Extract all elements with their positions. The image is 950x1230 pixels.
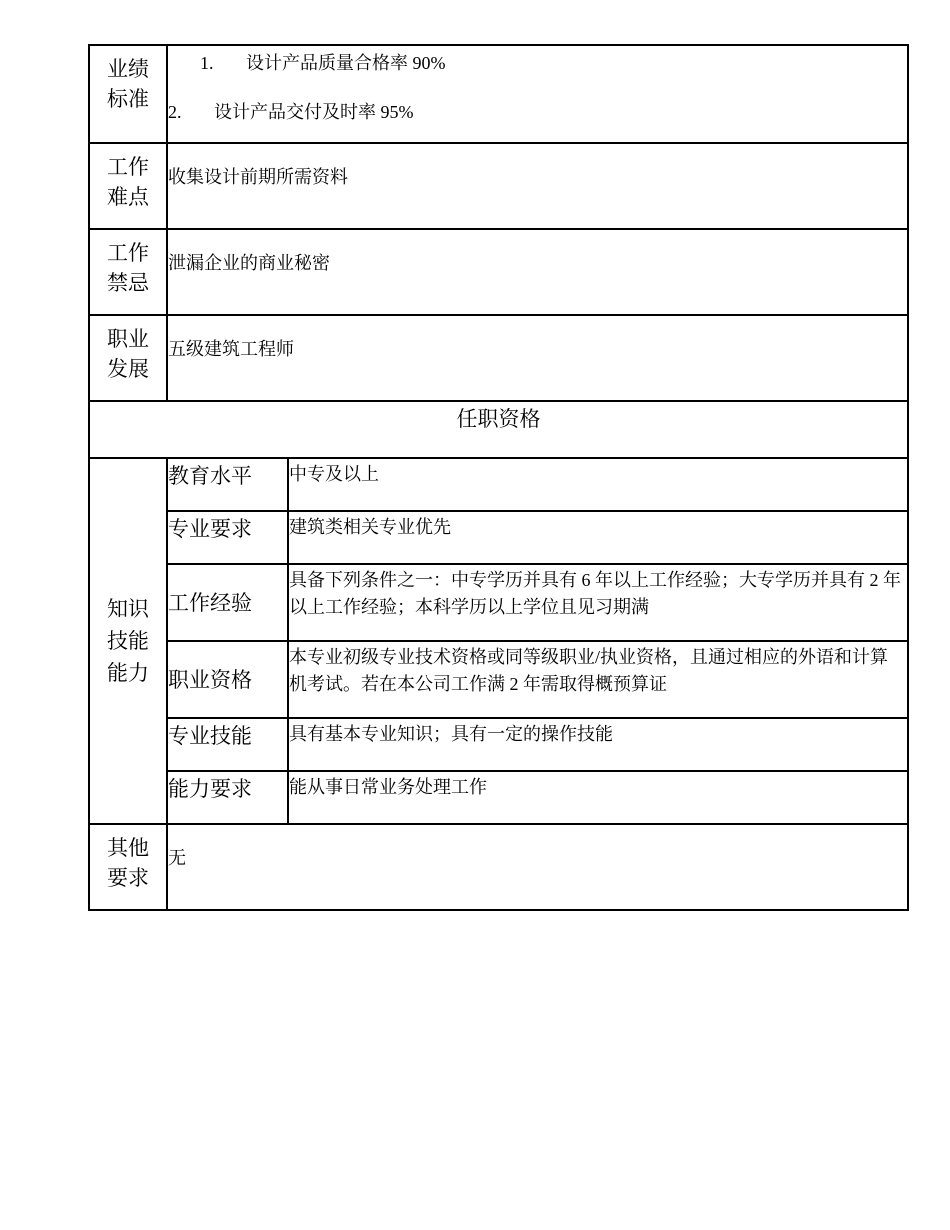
other-content: 无: [167, 824, 908, 910]
difficulty-label: 工作 难点: [89, 143, 167, 229]
difficulty-content: 收集设计前期所需资料: [167, 143, 908, 229]
experience-value: 具备下列条件之一：中专学历并具有 6 年以上工作经验；大专学历并具有 2 年以上工作经验；本科学历以上学位且见习期满: [288, 564, 908, 641]
skills-label: 专业技能: [167, 718, 288, 771]
skills-value: 具有基本专业知识；具有一定的操作技能: [288, 718, 908, 771]
knowledge-label: 知识 技能 能力: [89, 458, 167, 824]
performance-item: 1. 设计产品质量合格率 90%: [200, 53, 446, 73]
taboo-label: 工作 禁忌: [89, 229, 167, 315]
qualification-header-row: [89, 401, 908, 458]
knowledge-row: [89, 718, 908, 771]
major-value: 建筑类相关专业优先: [288, 511, 908, 564]
knowledge-row: [89, 458, 908, 511]
ability-value: 能从事日常业务处理工作: [288, 771, 908, 824]
taboo-row: [89, 229, 908, 315]
education-value: 中专及以上: [288, 458, 908, 511]
job-description-page: [88, 44, 907, 911]
taboo-content: 泄漏企业的商业秘密: [167, 229, 908, 315]
certification-label: 职业资格: [167, 641, 288, 718]
ability-label: 能力要求: [167, 771, 288, 824]
difficulty-row: [89, 143, 908, 229]
other-label: 其他 要求: [89, 824, 167, 910]
knowledge-row: [89, 771, 908, 824]
performance-label: 业绩 标准: [89, 45, 167, 143]
career-row: [89, 315, 908, 401]
performance-content: [167, 45, 908, 143]
education-label: 教育水平: [167, 458, 288, 511]
career-content: 五级建筑工程师: [167, 315, 908, 401]
performance-item: 2. 设计产品交付及时率 95%: [168, 102, 414, 122]
qualification-title: 任职资格: [89, 401, 908, 458]
knowledge-row: [89, 511, 908, 564]
knowledge-row: [89, 641, 908, 718]
job-spec-table: [88, 44, 909, 911]
major-label: 专业要求: [167, 511, 288, 564]
performance-row: [89, 45, 908, 143]
certification-value: 本专业初级专业技术资格或同等级职业/执业资格，且通过相应的外语和计算机考试。若在本公司工作满 2 年需取得概预算证: [288, 641, 908, 718]
experience-label: 工作经验: [167, 564, 288, 641]
career-label: 职业 发展: [89, 315, 167, 401]
knowledge-row: [89, 564, 908, 641]
other-row: [89, 824, 908, 910]
